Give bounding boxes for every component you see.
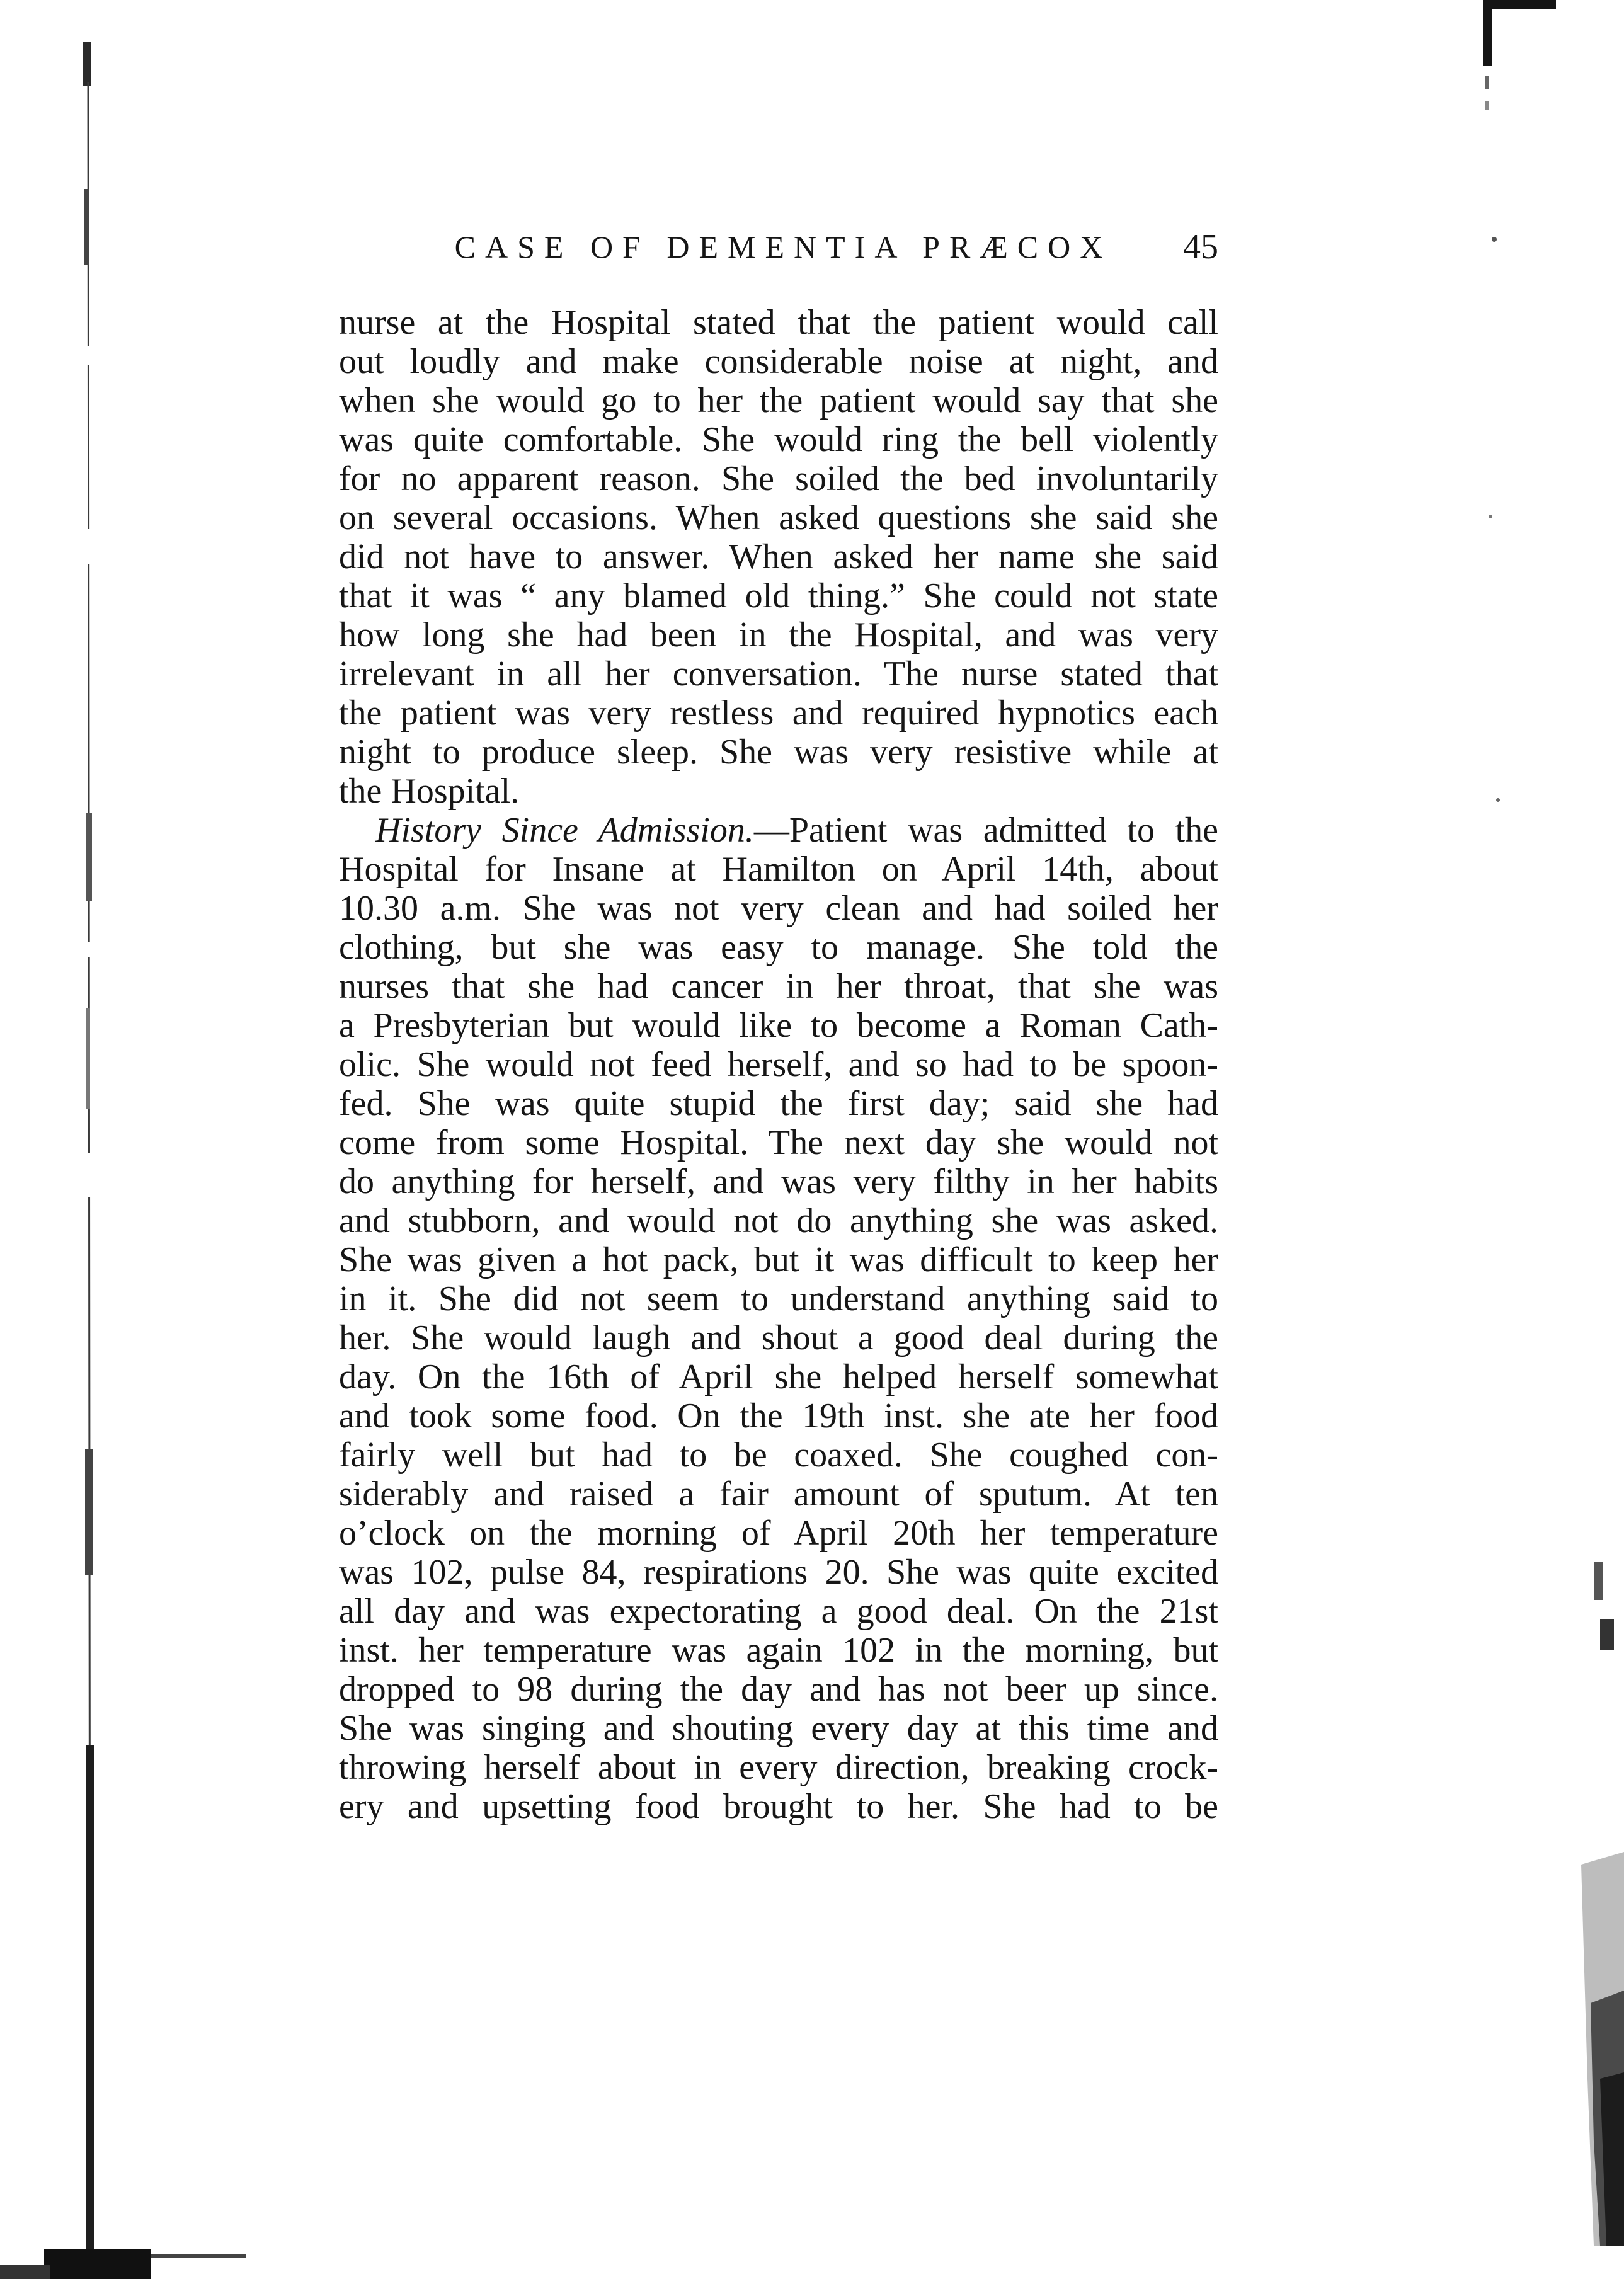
running-head: CASE OF DEMENTIA PRÆCOX — [454, 229, 1112, 265]
text-line: in it. She did not seem to understand anything said to — [339, 1279, 1218, 1318]
text-line: the patient was very restless and required hypnotics each — [339, 694, 1218, 733]
text-line: clothing, but she was easy to manage. She told the — [339, 928, 1218, 967]
text-line: and stubborn, and would not do anything she was asked. — [339, 1201, 1218, 1240]
text-line: day. On the 16th of April she helped herself somewhat — [339, 1357, 1218, 1397]
page-header — [339, 224, 1218, 270]
text-line: did not have to answer. When asked her name she said — [339, 537, 1218, 576]
text-run: —Patient was admitted to the — [753, 811, 1218, 850]
text-line: She was singing and shouting every day at this time and — [339, 1709, 1218, 1748]
paragraph — [339, 303, 1218, 811]
text-line: come from some Hospital. The next day she would not — [339, 1123, 1218, 1162]
text-line: She was given a hot pack, but it was difficult to keep her — [339, 1240, 1218, 1279]
scan-edge-left — [83, 42, 94, 2249]
section-run-in-heading: History Since Admission. — [375, 811, 754, 850]
text-line: fairly well but had to be coaxed. She coughed con- — [339, 1436, 1218, 1475]
scan-edge-bottom-left — [0, 2249, 246, 2279]
text-line: the Hospital. — [339, 772, 520, 811]
text-line: was quite comfortable. She would ring the bell violently — [339, 420, 1218, 459]
text-line: night to produce sleep. She was very resistive while at — [339, 733, 1218, 772]
text-line: out loudly and make considerable noise at night, and — [339, 342, 1218, 381]
text-line: all day and was expectorating a good deal. On the 21st — [339, 1592, 1218, 1631]
text-line: irrelevant in all her conversation. The nurse stated that — [339, 654, 1218, 694]
text-line: o’clock on the morning of April 20th her temperature — [339, 1514, 1218, 1553]
text-line: Hospital for Insane at Hamilton on April 14th, about — [339, 850, 1218, 889]
text-line: how long she had been in the Hospital, and was very — [339, 615, 1218, 654]
text-line: 10.30 a.m. She was not very clean and had soiled her — [339, 889, 1218, 928]
body-text — [339, 303, 1218, 1826]
text-line: and took some food. On the 19th inst. she ate her food — [339, 1397, 1218, 1436]
text-line: olic. She would not feed herself, and so had to be spoon- — [339, 1045, 1218, 1084]
text-line: on several occasions. When asked questions she said she — [339, 498, 1218, 537]
scan-edge-right — [1489, 237, 1624, 2246]
text-line: do anything for herself, and was very filthy in her habits — [339, 1162, 1218, 1201]
text-line: siderably and raised a fair amount of sputum. At ten — [339, 1475, 1218, 1514]
text-line: ery and upsetting food brought to her. She had to be — [339, 1787, 1218, 1826]
page-number: 45 — [1183, 227, 1218, 266]
text-line: that it was “ any blamed old thing.” She could not state — [339, 576, 1218, 615]
text-line — [339, 811, 1218, 850]
paragraph — [339, 811, 1218, 1826]
text-line: for no apparent reason. She soiled the bed involuntarily — [339, 459, 1218, 498]
text-line: fed. She was quite stupid the first day; said she had — [339, 1084, 1218, 1123]
text-line: throwing herself about in every direction, breaking crock- — [339, 1748, 1218, 1787]
text-line: dropped to 98 during the day and has not beer up since. — [339, 1670, 1218, 1709]
text-line: her. She would laugh and shout a good deal during the — [339, 1318, 1218, 1357]
text-line: inst. her temperature was again 102 in the morning, but — [339, 1631, 1218, 1670]
text-line: was 102, pulse 84, respirations 20. She was quite excited — [339, 1553, 1218, 1592]
text-line: nurses that she had cancer in her throat, that she was — [339, 967, 1218, 1006]
text-line: when she would go to her the patient would say that she — [339, 381, 1218, 420]
text-line: nurse at the Hospital stated that the patient would call — [339, 303, 1218, 342]
text-line: a Presbyterian but would like to become a Roman Cath- — [339, 1006, 1218, 1045]
scan-edge-top-right — [1483, 0, 1556, 110]
